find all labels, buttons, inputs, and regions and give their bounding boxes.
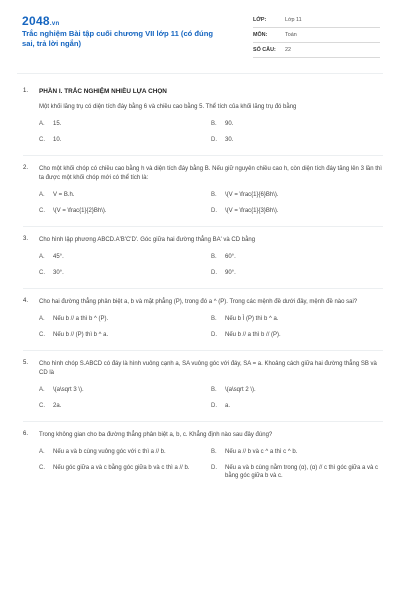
- option-label: A.: [39, 121, 45, 127]
- option-text: \(V = \frac{1}{3}Bh\).: [225, 208, 279, 214]
- question-divider: [23, 155, 383, 156]
- option-text: \(V = \frac{1}{2}Bh\).: [53, 208, 107, 214]
- option-text: 2a.: [53, 403, 62, 409]
- option-text: 60°.: [225, 254, 236, 260]
- question-1: [23, 88, 383, 144]
- option-label: C.: [39, 270, 45, 276]
- section-number: 1.: [23, 88, 29, 94]
- option-text: \(a\sqrt 2 \).: [225, 387, 256, 393]
- option-text: 15.: [53, 121, 62, 127]
- option-text: Nếu b Ì (P) thì b ^ a.: [225, 316, 279, 322]
- logo-suffix: .vn: [49, 21, 60, 27]
- option-label: A.: [39, 192, 45, 198]
- question-6: [23, 431, 383, 480]
- document-title: Trắc nghiệm Bài tập cuối chương VII lớp 11 (có đúng sai, trả lời ngắn): [22, 29, 213, 48]
- option-c[interactable]: [39, 402, 211, 410]
- option-label: D.: [211, 270, 217, 276]
- option-text: \(a\sqrt 3 \).: [53, 387, 84, 393]
- option-label: D.: [211, 137, 217, 143]
- option-text: Nếu a và b cùng nằm trong (α), (α) // c thì góc giữa a và c bằng góc giữa b và c.: [225, 465, 379, 479]
- option-a[interactable]: [39, 386, 211, 394]
- meta-value: Toán: [285, 32, 297, 38]
- option-a[interactable]: [39, 191, 211, 199]
- meta-label: SỐ CÂU:: [253, 47, 276, 53]
- question-4: [23, 298, 383, 339]
- option-label: B.: [211, 121, 217, 127]
- option-text: Nếu b // a thì b ^ (P).: [53, 316, 109, 322]
- question-3: [23, 236, 383, 277]
- options: [39, 315, 383, 339]
- option-text: 45°.: [53, 254, 64, 260]
- meta-row: [253, 13, 380, 28]
- option-c[interactable]: [39, 464, 211, 480]
- option-b[interactable]: [211, 386, 383, 394]
- option-a[interactable]: [39, 315, 211, 323]
- option-label: B.: [211, 316, 217, 322]
- option-label: C.: [39, 137, 45, 143]
- meta-label: LỚP:: [253, 17, 267, 23]
- site-logo[interactable]: [22, 14, 59, 28]
- question-divider: [23, 421, 383, 422]
- option-text: Nếu b // a thì b // (P).: [225, 332, 281, 338]
- question-text: Cho một khối chóp có chiều cao bằng h và diện tích đáy bằng B. Nếu giữ nguyên chiều cao h, còn diện tích đáy tăng lên 3 lần thì ta được một khối chóp mới có thể tích là:: [39, 166, 382, 181]
- option-label: A.: [39, 254, 45, 260]
- question-text: Cho hai đường thẳng phân biệt a, b và mặt phẳng (P), trong đó a ^ (P). Trong các mệnh đề dưới đây, mệnh đề nào sai?: [39, 299, 358, 305]
- option-a[interactable]: [39, 120, 211, 128]
- option-label: B.: [211, 254, 217, 260]
- meta-row: [253, 28, 380, 43]
- option-d[interactable]: [211, 269, 383, 277]
- option-label: D.: [211, 403, 217, 409]
- question-text: Cho hình lập phương ABCD.A'B'C'D'. Góc giữa hai đường thẳng BA' và CD bằng: [39, 237, 256, 243]
- section-title: PHẦN I. TRẮC NGHIỆM NHIỀU LỰA CHỌN: [39, 88, 167, 95]
- meta-box: [253, 13, 380, 58]
- header-divider: [17, 73, 383, 74]
- option-text: 10.: [53, 137, 62, 143]
- option-label: C.: [39, 465, 45, 471]
- meta-label: MÔN:: [253, 32, 268, 38]
- question-text: Một khối lăng trụ có diện tích đáy bằng 6 và chiều cao bằng 5. Thể tích của khối lăng trụ đó bằng: [39, 104, 297, 110]
- options: [39, 448, 383, 480]
- question-divider: [23, 288, 383, 289]
- option-text: 90.: [225, 121, 234, 127]
- option-c[interactable]: [39, 207, 211, 215]
- meta-value: 22: [285, 47, 291, 53]
- option-b[interactable]: [211, 253, 383, 261]
- option-label: B.: [211, 192, 217, 198]
- option-label: C.: [39, 403, 45, 409]
- option-label: C.: [39, 208, 45, 214]
- option-text: \(V = \frac{1}{6}Bh\).: [225, 192, 279, 198]
- option-label: A.: [39, 449, 45, 455]
- options: [39, 120, 383, 144]
- option-b[interactable]: [211, 315, 383, 323]
- option-d[interactable]: [211, 207, 383, 215]
- question-number: 2.: [23, 165, 29, 171]
- option-a[interactable]: [39, 253, 211, 261]
- question-divider: [23, 226, 383, 227]
- option-c[interactable]: [39, 269, 211, 277]
- header: [0, 0, 400, 62]
- option-text: Nếu a // b và c ^ a thì c ^ b.: [225, 449, 298, 455]
- option-b[interactable]: [211, 448, 383, 456]
- question-2: [23, 165, 383, 215]
- options: [39, 386, 383, 410]
- option-c[interactable]: [39, 331, 211, 339]
- question-number: 3.: [23, 236, 29, 242]
- question-text: Trong không gian cho ba đường thẳng phân biệt a, b, c. Khẳng định nào sau đây đúng?: [39, 432, 273, 438]
- option-label: D.: [211, 208, 217, 214]
- option-c[interactable]: [39, 136, 211, 144]
- option-a[interactable]: [39, 448, 211, 456]
- options: [39, 253, 383, 277]
- option-label: D.: [211, 465, 217, 471]
- option-text: 90°.: [225, 270, 236, 276]
- option-text: 30°.: [53, 270, 64, 276]
- option-text: Nếu b // (P) thì b ^ a.: [53, 332, 109, 338]
- option-label: B.: [211, 449, 217, 455]
- option-text: 30.: [225, 137, 234, 143]
- option-d[interactable]: [211, 464, 383, 480]
- option-text: a.: [225, 403, 231, 409]
- question-number: 5.: [23, 360, 29, 366]
- option-b[interactable]: [211, 191, 383, 199]
- option-text: V = B.h.: [53, 192, 75, 198]
- meta-value: Lớp 11: [285, 17, 302, 23]
- option-text: Nếu a và b cùng vuông góc với c thì a // b.: [53, 449, 166, 455]
- option-label: C.: [39, 332, 45, 338]
- question-number: 4.: [23, 298, 29, 304]
- option-label: A.: [39, 316, 45, 322]
- option-text: Nếu góc giữa a và c bằng góc giữa b và c thì a // b.: [53, 465, 190, 471]
- option-label: D.: [211, 332, 217, 338]
- option-d[interactable]: [211, 136, 383, 144]
- question-5: [23, 360, 383, 410]
- option-d[interactable]: [211, 402, 383, 410]
- option-label: A.: [39, 387, 45, 393]
- question-divider: [23, 350, 383, 351]
- option-label: B.: [211, 387, 217, 393]
- question-text: Cho hình chóp S.ABCD có đáy là hình vuông cạnh a, SA vuông góc với đáy, SA = a. Khoảng cách giữa hai đường thẳng SB và CD là: [39, 361, 377, 376]
- question-list: [23, 88, 383, 491]
- option-b[interactable]: [211, 120, 383, 128]
- logo-main: 2048: [22, 14, 50, 28]
- meta-row: [253, 43, 380, 58]
- question-number: 6.: [23, 431, 29, 437]
- options: [39, 191, 383, 215]
- option-d[interactable]: [211, 331, 383, 339]
